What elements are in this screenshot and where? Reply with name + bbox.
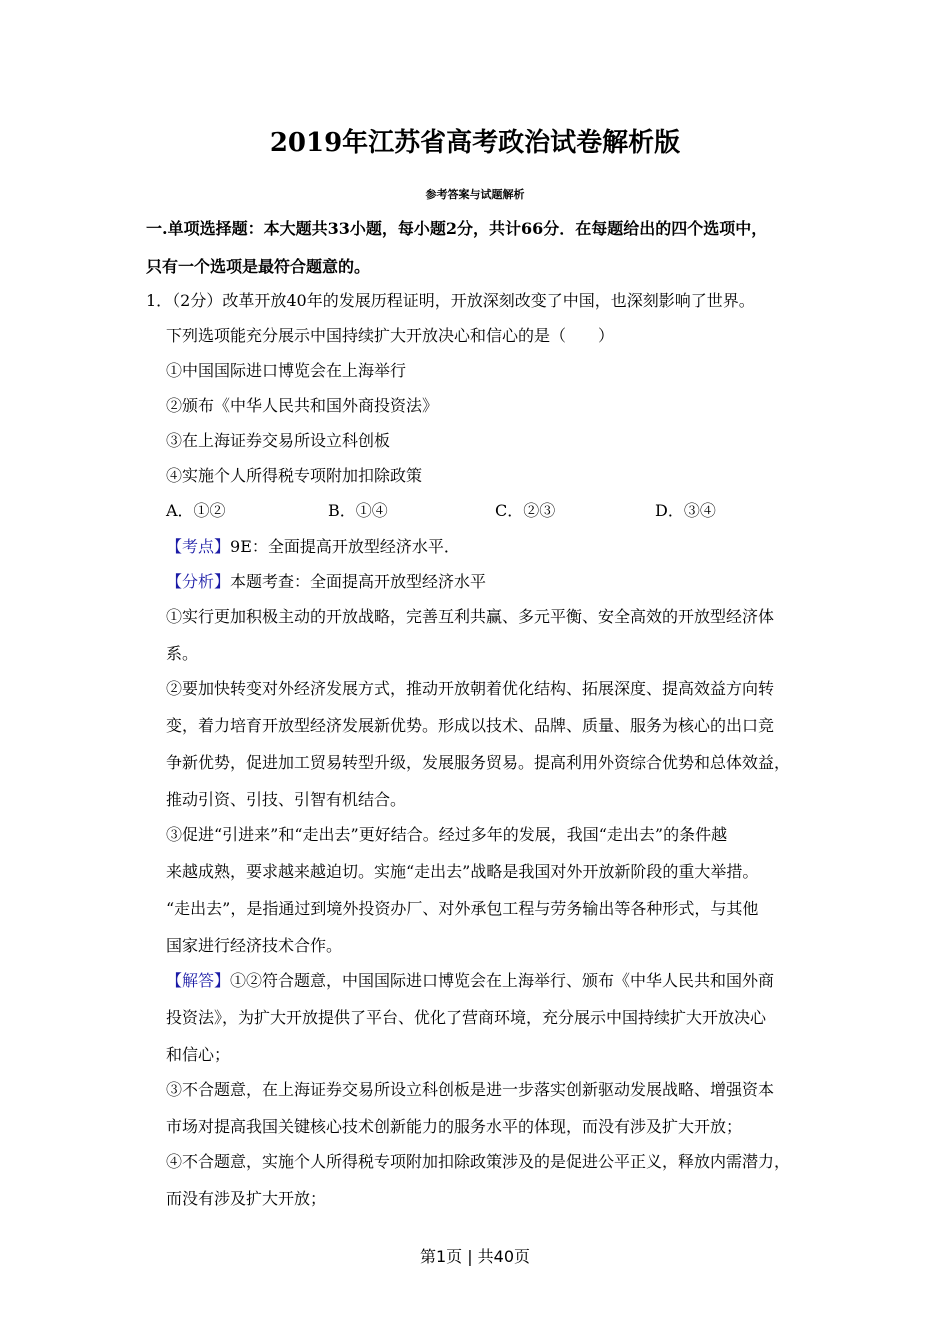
fenxi-text: 本题考查：全面提高开放型经济水平	[230, 572, 487, 591]
analysis-line-8: 来越成熟，要求越来越迫切。实施“走出去”战略是我国对外开放新阶段的重大举措。	[166, 862, 759, 881]
kaodian-line	[166, 536, 460, 558]
option-b: B．①④	[328, 501, 388, 520]
jieda-line-3: 和信心；	[166, 1045, 231, 1064]
jieda-line-4: ③不合题意，在上海证券交易所设立科创板是进一步落实创新驱动发展战略、增强资本	[166, 1080, 775, 1099]
page-subtitle: 参考答案与试题解析	[425, 188, 525, 201]
jieda-label: 【解答】	[166, 971, 231, 990]
kaodian-text: 9E：全面提高开放型经济水平．	[230, 537, 460, 556]
analysis-line-6: 推动引资、引技、引智有机结合。	[166, 790, 407, 809]
option-d: D．③④	[655, 501, 716, 520]
fenxi-line	[166, 571, 486, 593]
jieda-line	[166, 970, 774, 992]
option-c: C．②③	[495, 501, 556, 520]
question-item-3: ③在上海证券交易所设立科创板	[166, 431, 391, 450]
jieda-line-5: 市场对提高我国关键核心技术创新能力的服务水平的体现，而没有涉及扩大开放；	[166, 1117, 743, 1136]
analysis-line-2: 系。	[166, 644, 199, 663]
section-heading-line-1: 一.单项选择题：本大题共33小题，每小题2分，共计66分．在每题给出的四个选项中，	[146, 219, 768, 238]
question-stem-line-2: 下列选项能充分展示中国持续扩大开放决心和信心的是（ ）	[166, 326, 615, 345]
kaodian-label: 【考点】	[166, 537, 231, 556]
analysis-line-1: ①实行更加积极主动的开放战略，完善互利共赢、多元平衡、安全高效的开放型经济体	[166, 607, 775, 626]
page-title: 2019年江苏省高考政治试卷解析版	[269, 128, 681, 158]
fenxi-label: 【分析】	[166, 572, 231, 591]
question-item-4: ④实施个人所得税专项附加扣除政策	[166, 466, 423, 485]
analysis-line-3: ②要加快转变对外经济发展方式，推动开放朝着优化结构、拓展深度、提高效益方向转	[166, 679, 775, 698]
question-item-1: ①中国国际进口博览会在上海举行	[166, 361, 407, 380]
option-a: A．①②	[166, 501, 226, 520]
jieda-line-7: 而没有涉及扩大开放；	[166, 1189, 327, 1208]
jieda-first-text: ①②符合题意，中国国际进口博览会在上海举行、颁布《中华人民共和国外商	[230, 971, 775, 990]
analysis-line-10: 国家进行经济技术合作。	[166, 936, 343, 955]
question-stem-line-1: 1．（2分）改革开放40年的发展历程证明，开放深刻改变了中国，也深刻影响了世界。	[146, 291, 755, 310]
jieda-line-6: ④不合题意，实施个人所得税专项附加扣除政策涉及的是促进公平正义，释放内需潜力，	[166, 1152, 791, 1171]
analysis-line-7: ③促进“引进来”和“走出去”更好结合。经过多年的发展，我国“走出去”的条件越	[166, 825, 728, 844]
section-heading-line-2: 只有一个选项是最符合题意的。	[146, 257, 371, 276]
page-footer: 第1页 | 共40页	[419, 1247, 531, 1266]
analysis-line-5: 争新优势，促进加工贸易转型升级，发展服务贸易。提高利用外资综合优势和总体效益，	[166, 753, 791, 772]
question-item-2: ②颁布《中华人民共和国外商投资法》	[166, 396, 439, 415]
jieda-line-2: 投资法》，为扩大开放提供了平台、优化了营商环境，充分展示中国持续扩大开放决心	[166, 1008, 767, 1027]
analysis-line-9: “走出去”，是指通过到境外投资办厂、对外承包工程与劳务输出等各种形式，与其他	[166, 899, 759, 918]
analysis-line-4: 变，着力培育开放型经济发展新优势。形成以技术、品牌、质量、服务为核心的出口竞	[166, 716, 775, 735]
